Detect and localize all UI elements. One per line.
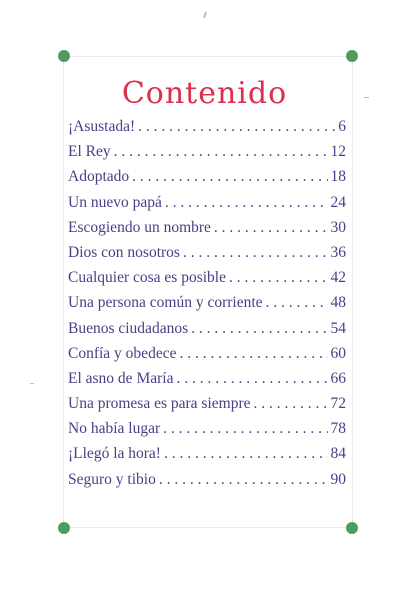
toc-entry-title: Buenos ciudadanos (68, 319, 189, 337)
toc-entry[interactable] (68, 269, 346, 294)
toc-entry-title: Dios con nosotros (68, 243, 180, 261)
toc-entry-page: 6 (338, 118, 346, 135)
dot-leader (176, 370, 327, 388)
toc-entry-page: 66 (330, 369, 346, 387)
dot-leader (163, 420, 327, 438)
toc-entry-page: 90 (330, 470, 346, 488)
toc-entry-page: 12 (330, 143, 346, 161)
dot-leader (132, 168, 327, 186)
toc-entry-title: Una persona común y corriente (68, 294, 263, 312)
dot-leader (266, 294, 328, 312)
toc-entry[interactable] (68, 471, 346, 496)
dot-leader (179, 345, 327, 363)
dot-leader (114, 143, 328, 161)
toc-entry[interactable] (68, 168, 346, 193)
toc-entry-page: 48 (330, 294, 346, 312)
toc-entry-page: 24 (330, 193, 346, 211)
toc-entry-page: 42 (330, 269, 346, 287)
toc-entry[interactable] (68, 219, 346, 244)
toc-entry-title: Seguro y tibio (68, 470, 156, 488)
toc-entry[interactable] (68, 320, 346, 345)
toc-entry-title: El Rey (68, 143, 111, 161)
corner-dot-bottom-left (58, 522, 70, 534)
toc-entry-title: ¡Llegó la hora! (68, 445, 161, 463)
page-title: Contenido (121, 76, 288, 112)
toc-entry[interactable] (68, 294, 346, 319)
toc-entry[interactable] (68, 244, 346, 269)
toc-entry[interactable] (68, 420, 346, 445)
dot-leader (165, 194, 328, 212)
dot-leader (159, 471, 328, 489)
dot-leader (164, 445, 328, 463)
paper-speck (203, 12, 207, 18)
toc-entry[interactable] (68, 143, 346, 168)
dot-leader (214, 219, 328, 237)
toc-entry-page: 54 (330, 319, 346, 337)
corner-dot-bottom-right (346, 522, 358, 534)
toc-entry[interactable] (68, 345, 346, 370)
dot-leader (183, 244, 328, 262)
toc-entry-title: Adoptado (68, 168, 130, 186)
toc-entry[interactable] (68, 118, 346, 143)
toc-entry-page: 78 (330, 420, 346, 438)
toc-entry-title: Cualquier cosa es posible (68, 269, 226, 287)
dot-leader (253, 395, 327, 413)
table-of-contents (68, 118, 346, 496)
dot-leader (229, 269, 328, 287)
corner-dot-top-right (346, 50, 358, 62)
toc-entry-page: 84 (330, 445, 346, 463)
corner-dot-top-left (58, 50, 70, 62)
toc-entry-title: El asno de María (68, 369, 174, 387)
toc-entry[interactable] (68, 370, 346, 395)
toc-entry-page: 72 (330, 395, 346, 413)
toc-entry[interactable] (68, 194, 346, 219)
toc-entry-page: 30 (330, 218, 346, 236)
paper-speck (30, 383, 34, 384)
toc-entry[interactable] (68, 395, 346, 420)
toc-entry-page: 18 (330, 168, 346, 186)
toc-entry-title: Una promesa es para siempre (68, 395, 251, 413)
toc-entry-title: Un nuevo papá (68, 193, 162, 211)
dot-leader (191, 320, 327, 338)
toc-entry-title: Confía y obedece (68, 344, 177, 362)
toc-entry[interactable] (68, 445, 346, 470)
toc-entry-title: Escogiendo un nombre (68, 218, 211, 236)
toc-entry-page: 60 (330, 344, 346, 362)
toc-entry-title: ¡Asustada! (68, 118, 136, 135)
dot-leader (138, 118, 335, 136)
toc-entry-title: No había lugar (68, 420, 161, 438)
toc-entry-page: 36 (330, 243, 346, 261)
